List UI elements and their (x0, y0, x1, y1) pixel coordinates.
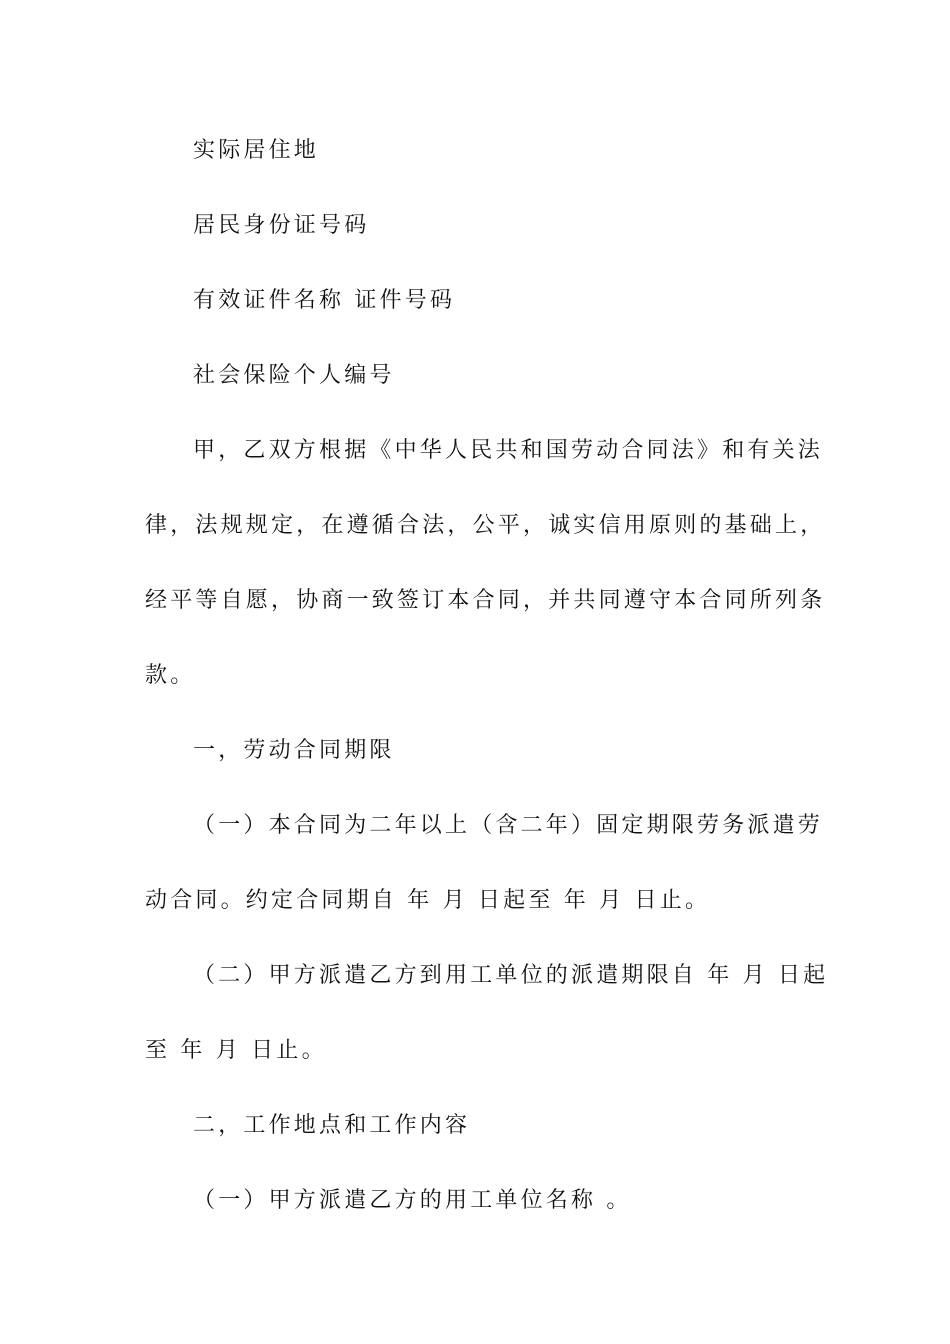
field-social-insurance-number: 社会保险个人编号 (193, 363, 395, 388)
section-heading-workplace: 二，工作地点和工作内容 (193, 1113, 471, 1138)
field-actual-residence: 实际居住地 (193, 138, 320, 163)
clause-1-1-line: （一）本合同为二年以上（含二年）固定期限劳务派遣劳 (193, 813, 824, 838)
paragraph-intro-line: 甲，乙双方根据《中华人民共和国劳动合同法》和有关法 (193, 438, 824, 463)
clause-1-1-line: 动合同。约定合同期自 年 月 日起至 年 月 日止。 (145, 888, 711, 913)
field-valid-document: 有效证件名称 证件号码 (193, 288, 456, 313)
clause-2-1-line: （一）甲方派遣乙方的用工单位名称 。 (193, 1188, 632, 1213)
section-heading-contract-term: 一，劳动合同期限 (193, 738, 395, 763)
paragraph-intro-line: 款。 (145, 663, 196, 688)
field-id-card-number: 居民身份证号码 (193, 213, 370, 238)
paragraph-intro-line: 律，法规规定，在遵循合法，公平，诚实信用原则的基础上， (145, 513, 826, 538)
paragraph-intro-line: 经平等自愿，协商一致签订本合同，并共同遵守本合同所列条 (145, 588, 826, 613)
clause-1-2-line: （二）甲方派遣乙方到用工单位的派遣期限自 年 月 日起 (193, 963, 829, 988)
clause-1-2-line: 至 年 月 日止。 (145, 1038, 327, 1063)
